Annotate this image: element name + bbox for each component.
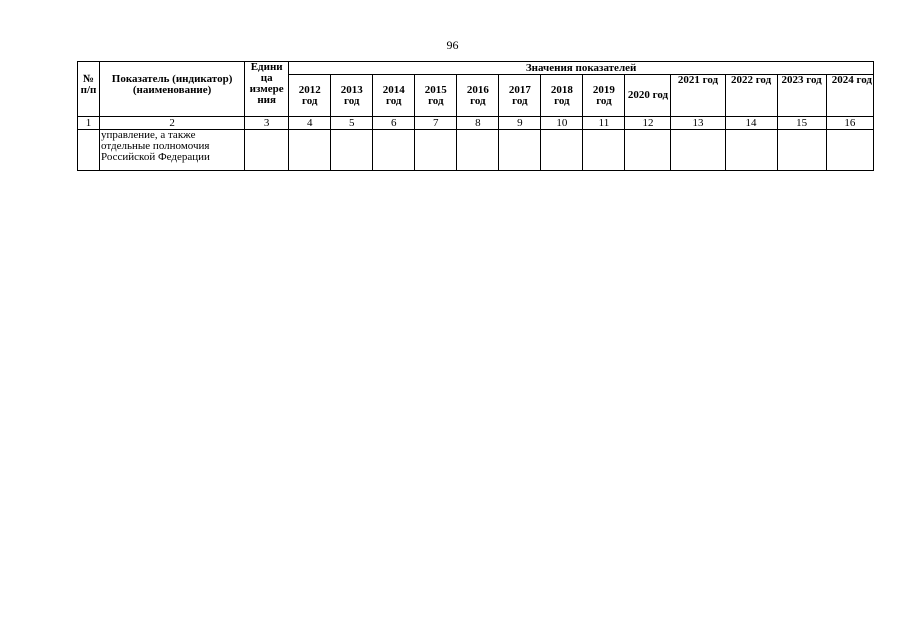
value-cell (583, 130, 625, 171)
column-number: 5 (331, 117, 373, 130)
column-number: 8 (457, 117, 499, 130)
column-number-row (78, 117, 874, 130)
column-number: 12 (625, 117, 671, 130)
header-year-2020: 2020 год (625, 75, 671, 117)
indicators-table (77, 61, 874, 171)
column-number: 4 (289, 117, 331, 130)
header-values-group: Значения показателей (289, 62, 874, 75)
column-number: 7 (415, 117, 457, 130)
header-year-2014: 2014 год (373, 75, 415, 117)
column-number: 16 (826, 117, 873, 130)
value-cell (415, 130, 457, 171)
header-year-2016: 2016 год (457, 75, 499, 117)
column-number: 3 (245, 117, 289, 130)
header-year-2012: 2012 год (289, 75, 331, 117)
column-number: 11 (583, 117, 625, 130)
table-row (78, 130, 874, 171)
value-cell (826, 130, 873, 171)
unit-cell (245, 130, 289, 171)
value-cell (541, 130, 583, 171)
value-cell (499, 130, 541, 171)
column-number: 14 (725, 117, 777, 130)
value-cell (289, 130, 331, 171)
description-line: Российской Федерации (101, 151, 210, 163)
header-indicator: Показатель (индикатор) (наименование) (100, 62, 245, 117)
header-unit: Едини ца измере ния (245, 62, 289, 117)
column-number: 13 (671, 117, 725, 130)
indicator-description-cell (100, 130, 245, 171)
value-cell (671, 130, 725, 171)
column-number: 1 (78, 117, 100, 130)
value-cell (331, 130, 373, 171)
description-line: отдельные полномочия (101, 140, 210, 152)
column-number: 9 (499, 117, 541, 130)
header-year-2024: 2024 год (826, 75, 873, 117)
row-number-cell (78, 130, 100, 171)
value-cell (777, 130, 826, 171)
page-number: 96 (446, 38, 459, 52)
header-year-2015: 2015 год (415, 75, 457, 117)
value-cell (457, 130, 499, 171)
header-year-2019: 2019 год (583, 75, 625, 117)
value-cell (625, 130, 671, 171)
description-line: управление, а также (101, 129, 196, 141)
header-year-2023: 2023 год (777, 75, 826, 117)
column-number: 2 (100, 117, 245, 130)
header-year-2013: 2013 год (331, 75, 373, 117)
header-number: № п/п (78, 62, 100, 117)
value-cell (725, 130, 777, 171)
column-number: 10 (541, 117, 583, 130)
header-year-2017: 2017 год (499, 75, 541, 117)
column-number: 6 (373, 117, 415, 130)
value-cell (373, 130, 415, 171)
header-year-2021: 2021 год (671, 75, 725, 117)
column-number: 15 (777, 117, 826, 130)
header-year-2022: 2022 год (725, 75, 777, 117)
header-year-2018: 2018 год (541, 75, 583, 117)
